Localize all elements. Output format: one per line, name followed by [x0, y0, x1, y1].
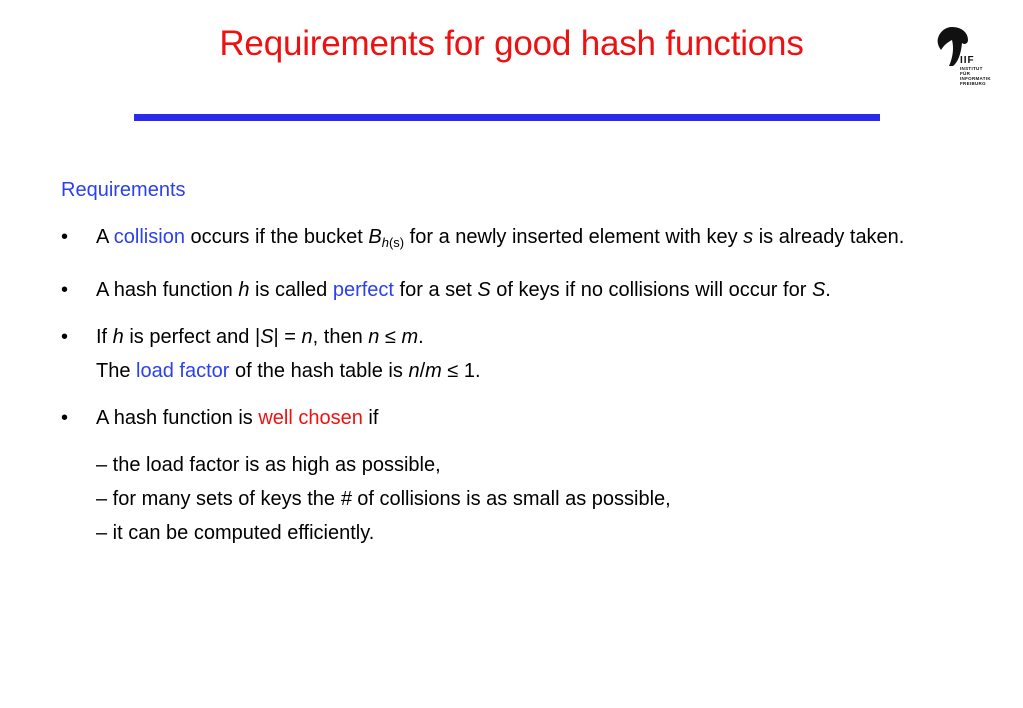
bullet-load-factor: • If h is perfect and |S| = n, then n ≤ m. The load factor of the hash table is n/m ≤ 1. — [61, 320, 981, 388]
term-perfect: perfect — [332, 279, 394, 301]
term-well-chosen: well chosen — [258, 407, 363, 429]
slide-body — [61, 173, 981, 550]
title-underline — [134, 114, 880, 121]
logo-text: IIF — [960, 55, 975, 66]
criterion-collisions: – for many sets of keys the # of collisions is as small as possible, — [96, 488, 671, 510]
bullet-perfect: • A hash function h is called perfect for a set S of keys if no collisions will occur for S. — [61, 273, 981, 307]
iif-logo — [936, 26, 992, 84]
term-load-factor: load factor — [136, 360, 230, 382]
criterion-load-factor: – the load factor is as high as possible, — [96, 454, 441, 476]
term-collision: collision — [113, 226, 185, 248]
bullet-collision: • A collision occurs if the bucket $B_{h(s)}$ for a newly inserted element with key s is already taken. — [61, 220, 981, 260]
bullet-well-chosen: • A hash function is well chosen if — [61, 401, 981, 435]
criteria-list — [96, 448, 981, 550]
logo-subtext: INSTITUT FÜR INFORMATIK FREIBURG — [960, 66, 991, 86]
slide-title: Requirements for good hash functions — [219, 24, 804, 63]
criterion-efficiency: – it can be computed efficiently. — [96, 522, 375, 544]
section-heading: Requirements — [61, 179, 186, 201]
bullet-list — [61, 220, 981, 435]
